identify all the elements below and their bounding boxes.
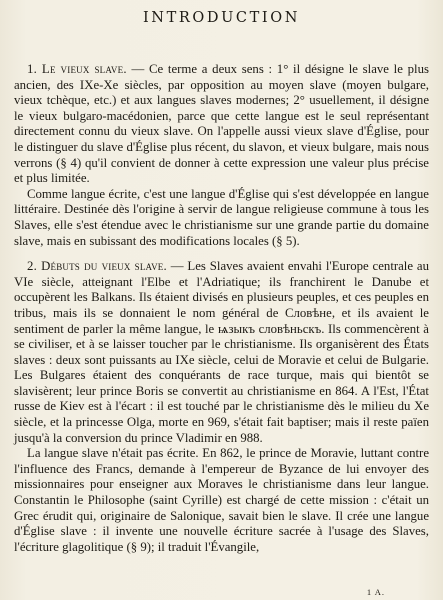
section-2-paragraph-1-text: — Les Slaves avaient envahi l'Europe centrale au VIe siècle, atteignant l'Elbe et l'Adriatique; ils franchirent le Danube et occupèrent les Balkans. Ils étaient divisés en plusieurs peuples, et ces peuples en tribus, mais ils se donnaient le nom général de Словѣне, et ils avaient le sentiment de parler la même langue, le ѩзыкъ словѣньскъ. Ils commencèrent à se civiliser, et à se laisser toucher par le christianisme. Ils organisèrent des États slaves : deux sont puissants au IXe siècle, celui de Moravie et celui de Bulgarie. Les Bulgares étaient des conquérants de race turque, mais qui bientôt se slavisèrent; leur prince Boris se convertit au christianisme en 864. A l'Est, l'État russe de Kiev est à l'écart : il est touché par le christianisme dès le milieu du Xe siècle, et la princesse Olga, morte en 969, s'était fait baptiser; mais il reste païen jusqu'à la conversion du prince Vladimir en 988. xyxy=(14,259,429,445)
section-1-paragraph-1-text: — Ce terme a deux sens : 1° il désigne le slave le plus ancien, des IXe-Xe siècles, par opposition au moyen slave (moyen bulgare, vieux tchèque, etc.) et aux langues slaves modernes; 2° usuellement, il désigne le vieux bulgaro-macédonien, parce que cette langue est le seul représentant directement connu du vieux slave. On l'appelle aussi vieux slave d'Église, pour le distinguer du slave d'Église plus récent, du slavon, et vieux bulgare, mais nous verrons (§ 4) qu'il convient de donner à cette expression une valeur plus précise et plus limitée. xyxy=(14,62,429,186)
section-1-paragraph-2: Comme langue écrite, c'est une langue d'Église qui s'est développée en langue littéraire. Destinée dès l'origine à servir de langue religieuse commune à tous les Slaves, elle s'est étendue avec le christianisme sur une grande partie du domaine slave, mais en subissant des modifications locales (§ 5). xyxy=(14,186,429,248)
page-title: INTRODUCTION xyxy=(142,10,300,26)
signature-mark: 1 A. xyxy=(366,587,385,597)
section-1-heading: 1. Le vieux slave. xyxy=(27,62,127,76)
section-2-paragraph-1 xyxy=(14,259,429,446)
section-2-heading: 2. Débuts du vieux slave. xyxy=(27,259,167,274)
section-2-paragraph-2: La langue slave n'était pas écrite. En 862, le prince de Moravie, luttant contre l'influence des Francs, demande à l'empereur de Byzance de lui envoyer des missionnaires pour enseigner aux Moraves le christianisme dans leur langue. Constantin le Philosophe (saint Cyrille) est chargé de cette mission : c'était un Grec érudit qui, originaire de Salonique, savait bien le slave. Il crée une langue d'Église slave : il invente une nouvelle écriture sacrée à l'usage des Slaves, l'écriture glagolitique (§ 9); il traduit l'Évangile, xyxy=(14,446,429,554)
section-1-paragraph-1 xyxy=(14,62,429,187)
